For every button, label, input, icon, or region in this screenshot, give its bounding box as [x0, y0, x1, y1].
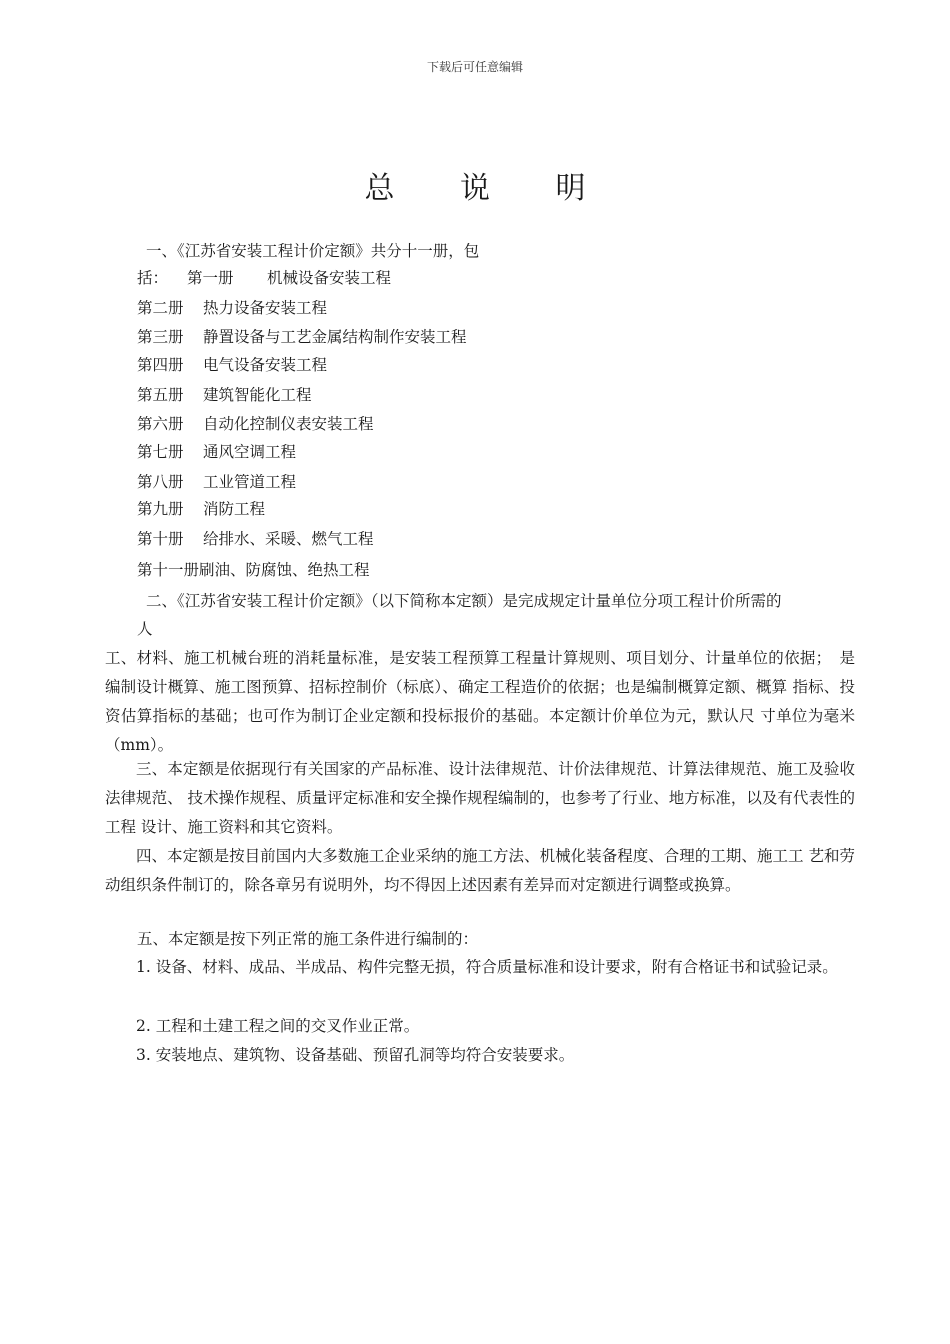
volume-row: [137, 385, 312, 405]
volume-row: [137, 560, 370, 580]
volume-num: 第八册: [137, 473, 184, 491]
volume-name: 通风空调工程: [203, 443, 297, 461]
volume-row: [137, 499, 265, 519]
volume-name: 建筑智能化工程: [203, 386, 312, 404]
section1-line1: 一、《江苏省安装工程计价定额》共分十一册，包: [146, 242, 480, 260]
page-header: 下载后可任意编辑: [426, 60, 523, 74]
volume-num: 第十一册: [137, 561, 200, 579]
volume-num: 第四册: [137, 356, 184, 374]
section5-item-3: 3. 安装地点、建筑物、设备基础、预留孔洞等均符合安装要求。: [136, 1046, 575, 1064]
volume-name: 电气设备安装工程: [203, 356, 328, 374]
section4-paragraph: 四、本定额是按目前国内大多数施工企业采纳的施工方法、机械化装备程度、合理的工期、施工工 艺和劳动组织条件制订的，除各章另有说明外，均不得因上述因素有差异而对定额进行调整或换算。: [105, 847, 855, 894]
volume-name: 静置设备与工艺金属结构制作安装工程: [203, 328, 467, 346]
volume-num: 第五册: [137, 386, 184, 404]
volume-num: 第三册: [137, 328, 184, 346]
volume-name: 消防工程: [203, 500, 266, 518]
volume-num: 第十册: [137, 530, 184, 548]
volume-row: [137, 355, 327, 375]
section3-paragraph: 三、本定额是依据现行有关国家的产品标准、设计法律规范、计价法律规范、计算法律规范、施工及验收法律规范、 技术操作规程、质量评定标准和安全操作规程编制的，也参考了行业、地方标准，以及有代表性的工程 设计、施工资料和其它资料。: [105, 760, 855, 836]
volume-num: 第九册: [137, 500, 184, 518]
volume-row: [137, 529, 374, 549]
section2-line2: 人: [137, 620, 153, 638]
volume-1-name: 机械设备安装工程: [267, 269, 392, 287]
section5-item-2: 2. 工程和土建工程之间的交叉作业正常。: [136, 1017, 420, 1035]
section2-line1: 二、《江苏省安装工程计价定额》（以下简称本定额）是完成规定计量单位分项工程计价所需的: [146, 592, 782, 610]
section2-body: 工、材料、施工机械台班的消耗量标准，是安装工程预算工程量计算规则、项目划分、计量单位的依据； 是编制设计概算、施工图预算、招标控制价（标底）、确定工程造价的依据；也是编制概算定额、概算 指标、投资估算指标的基础；也可作为制订企业定额和投标报价的基础。本定额计价单位为元，默认尺 寸单位为毫米（mm）。: [105, 649, 855, 754]
volume-name: 热力设备安装工程: [203, 299, 328, 317]
volume-num: 第六册: [137, 415, 184, 433]
volume-name: 给排水、采暖、燃气工程: [203, 530, 374, 548]
volume-row: [137, 414, 374, 434]
page-title: 总 说 明: [364, 171, 614, 206]
volume-row: [137, 298, 327, 318]
section1-prefix: 括：: [137, 269, 169, 287]
volume-num: 第七册: [137, 443, 184, 461]
volume-row: [137, 327, 467, 347]
volume-1-num: 第一册: [187, 269, 234, 287]
section5-intro: 五、本定额是按下列正常的施工条件进行编制的：: [137, 930, 479, 948]
volume-name: 工业管道工程: [203, 473, 297, 491]
volume-name: 刷油、防腐蚀、绝热工程: [199, 561, 370, 579]
section5-item-1: 1. 设备、材料、成品、半成品、构件完整无损，符合质量标准和设计要求，附有合格证书和试验记录。: [136, 958, 838, 976]
volume-row: [137, 472, 296, 492]
volume-row: [137, 442, 296, 462]
section1-line2: [137, 268, 391, 288]
volume-name: 自动化控制仪表安装工程: [203, 415, 374, 433]
volume-num: 第二册: [137, 299, 184, 317]
